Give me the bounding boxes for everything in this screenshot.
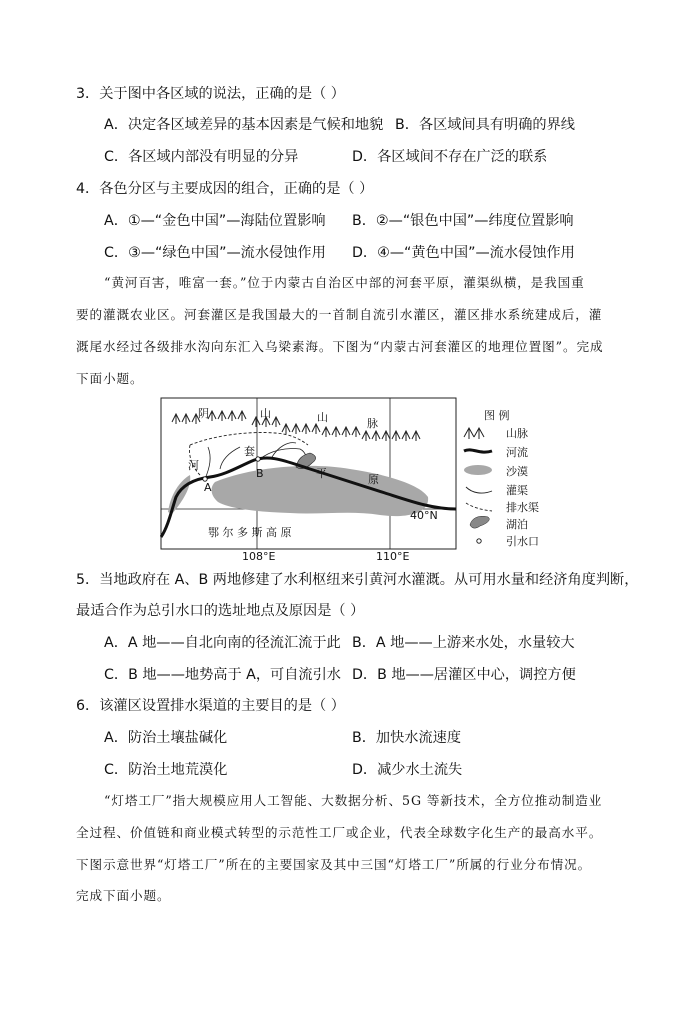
passage1-line-3: 溉尾水经过各级排水沟向东汇入乌梁素海。下图为“内蒙古河套灌区的地理位置图”。完成	[76, 339, 604, 354]
label-shan-2: 山	[317, 411, 328, 424]
q4-option-b: B．②—“银色中国”—纬度位置影响	[352, 213, 574, 229]
label-lat-40n: 40°N	[410, 509, 438, 522]
q3-option-b: B．各区域间具有明确的界线	[395, 117, 575, 133]
label-ordos-plateau: 鄂 尔 多 斯 高 原	[208, 526, 292, 539]
q3-stem: 3．关于图中各区域的说法，正确的是（ ）	[76, 86, 345, 102]
q5-option-b: B．A 地——上游来水处，水量较大	[352, 635, 575, 651]
legend-canal-label: 灌渠	[506, 484, 528, 497]
q3-option-d: D．各区域间不存在广泛的联系	[352, 149, 548, 165]
q6-option-c: C．防治土地荒漠化	[104, 762, 228, 778]
hetao-irrigation-map	[160, 397, 460, 562]
legend-river-label: 河流	[506, 446, 528, 459]
water-intake-b	[256, 457, 260, 461]
q4-option-d: D．④—“黄色中国”—流水侵蚀作用	[352, 245, 575, 261]
passage1-line-4: 下面小题。	[76, 371, 144, 386]
q3-option-a: A．决定各区域差异的基本因素是气候和地貌	[104, 117, 384, 133]
label-point-b: B	[256, 467, 264, 480]
q4-stem: 4．各色分区与主要成因的组合，正确的是（ ）	[76, 181, 374, 197]
q6-stem: 6．该灌区设置排水渠道的主要目的是（ ）	[76, 698, 345, 714]
q5-option-a: A．A 地——自北向南的径流汇流于此	[104, 635, 341, 651]
label-lon-108e: 108°E	[242, 550, 276, 562]
legend-canal-icon	[466, 487, 492, 493]
passage1-line-2: 要的灌溉农业区。河套灌区是我国最大的一首制自流引水灌区，灌区排水系统建成后，灌	[76, 307, 603, 322]
legend-desert-icon	[464, 465, 492, 475]
passage2-line-2: 全过程、价值链和商业模式转型的示范性工厂或企业，代表全球数字化生产的最高水平。	[76, 825, 603, 840]
legend-drainage-icon	[466, 503, 492, 511]
legend-river-icon	[464, 450, 492, 452]
legend-mountain-icon	[464, 428, 484, 439]
passage1-line-1: “黄河百害，唯富一套。”位于内蒙古自治区中部的河套平原，灌渠纵横，是我国重	[104, 275, 585, 290]
label-point-a: A	[204, 481, 212, 494]
q4-option-a: A．①—“金色中国”—海陆位置影响	[104, 213, 326, 229]
label-shan-1: 山	[260, 407, 271, 420]
legend-lake-icon	[470, 516, 489, 528]
legend-desert-label: 沙漠	[506, 465, 528, 478]
label-tao: 套	[244, 445, 255, 458]
label-he: 河	[188, 459, 199, 472]
q6-option-a: A．防治土壤盐碱化	[104, 730, 228, 746]
map-legend	[462, 407, 552, 547]
q3-option-c: C．各区域内部没有明显的分异	[104, 149, 299, 165]
label-lon-110e: 110°E	[376, 550, 410, 562]
passage2-line-4: 完成下面小题。	[76, 888, 171, 903]
q5-option-d: D．B 地——居灌区中心，调控方便	[352, 667, 576, 683]
legend-intake-icon	[477, 539, 481, 543]
legend-drainage-label: 排水渠	[506, 501, 539, 514]
passage2-line-1: “灯塔工厂”指大规模应用人工智能、大数据分析、5G 等新技术，全方位推动制造业	[104, 793, 603, 808]
q6-option-b: B．加快水流速度	[352, 730, 462, 746]
label-ping: 平	[316, 467, 327, 480]
q5-stem-line-2: 最适合作为总引水口的选址地点及原因是（ ）	[76, 603, 365, 619]
legend-mountain-label: 山脉	[506, 427, 528, 440]
legend-intake-label: 引水口	[506, 535, 539, 547]
label-yuan: 原	[368, 473, 379, 486]
q5-stem-line-1: 5．当地政府在 A、B 两地修建了水利枢纽来引黄河水灌溉。从可用水量和经济角度判断，	[76, 572, 639, 588]
q5-option-c: C．B 地——地势高于 A，可自流引水	[104, 667, 341, 683]
passage2-line-3: 下图示意世界“灯塔工厂”所在的主要国家及其中三国“灯塔工厂”所属的行业分布情况。	[76, 857, 592, 872]
q6-option-d: D．减少水土流失	[352, 762, 463, 778]
q4-option-c: C．③—“绿色中国”—流水侵蚀作用	[104, 245, 326, 261]
label-mai: 脉	[367, 417, 378, 430]
label-yin: 阴	[198, 407, 209, 420]
legend-lake-label: 湖泊	[506, 518, 528, 531]
legend-title: 图 例	[484, 409, 510, 422]
